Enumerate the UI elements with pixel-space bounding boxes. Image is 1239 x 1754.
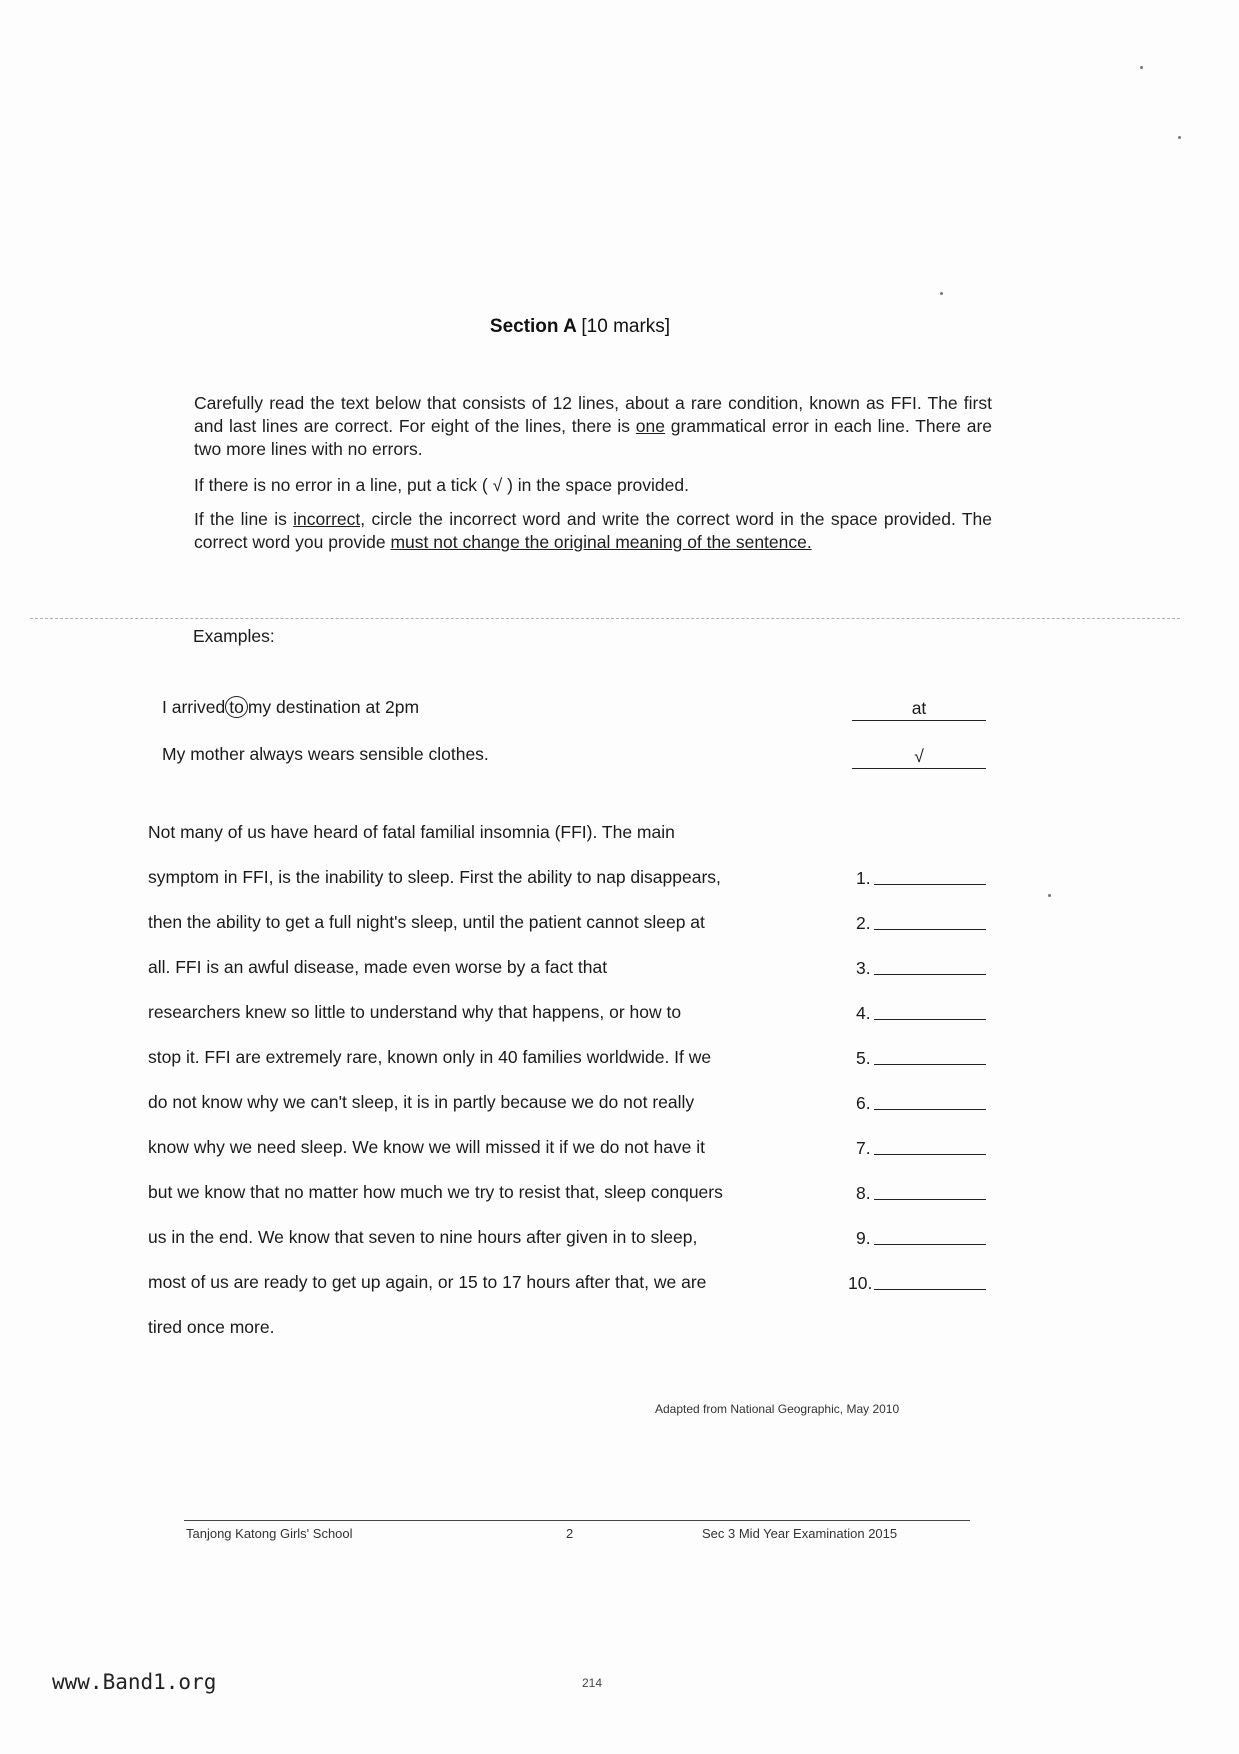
example-sentence-1: [162, 696, 419, 718]
passage-line: symptom in FFI, is the inability to sleep. First the ability to nap disappears,: [148, 867, 721, 887]
passage-line: most of us are ready to get up again, or 15 to 17 hours after that, we are: [148, 1272, 707, 1292]
answer-blank-9[interactable]: [874, 1244, 986, 1245]
example-sentence-2: [162, 744, 489, 765]
question-number: 10.: [848, 1273, 873, 1293]
passage-line: know why we need sleep. We know we will missed it if we do not have it: [148, 1137, 706, 1157]
question-number: 2.: [856, 913, 871, 933]
scan-speck: [1178, 136, 1181, 139]
example-text: my destination at 2pm: [247, 697, 420, 717]
instruction-emphasis: one: [635, 416, 665, 436]
question-number: 4.: [856, 1003, 871, 1023]
circled-word: to: [225, 696, 248, 718]
instruction-paragraph-1: [194, 392, 992, 461]
answer-blank-1[interactable]: [874, 884, 986, 885]
scan-speck: [940, 292, 943, 295]
instruction-text: circle the incorrect word and write the correct word in the space provided. The correct word you provide: [194, 509, 992, 552]
passage-line: tired once more.: [148, 1317, 275, 1337]
answer-blank-3[interactable]: [874, 974, 986, 975]
passage-line: do not know why we can't sleep, it is in partly because we do not really: [148, 1092, 695, 1112]
page-code: 214: [582, 1676, 603, 1690]
passage-line: us in the end. We know that seven to nine hours after given in to sleep,: [148, 1227, 698, 1247]
instruction-text: grammatical error in each line. There are two more lines with no errors.: [194, 416, 992, 459]
question-number: 7.: [856, 1138, 871, 1158]
scan-speck: [1140, 66, 1143, 69]
answer-blank-4[interactable]: [874, 1019, 986, 1020]
footer-divider: [184, 1520, 970, 1521]
examples-label: Examples:: [193, 626, 275, 646]
question-number: 9.: [856, 1228, 871, 1248]
answer-blank-10[interactable]: [874, 1289, 986, 1290]
passage-line: researchers knew so little to understand why that happens, or how to: [148, 1002, 682, 1022]
footer-page-number: 2: [566, 1526, 574, 1541]
scan-speck: [1048, 894, 1051, 897]
example-answer-2: √: [852, 746, 986, 769]
passage-line: Not many of us have heard of fatal familial insomnia (FFI). The main: [148, 822, 675, 842]
instruction-paragraph-3: [194, 508, 992, 554]
answer-blank-7[interactable]: [874, 1154, 986, 1155]
question-number: 6.: [856, 1093, 871, 1113]
passage-line: but we know that no matter how much we try to resist that, sleep conquers: [148, 1182, 723, 1202]
section-marks: [10 marks]: [581, 316, 671, 337]
question-number: 3.: [856, 958, 871, 978]
site-watermark: www.Band1.org: [52, 1670, 217, 1694]
instruction-emphasis: must not change the original meaning of the sentence.: [390, 532, 812, 552]
question-number: 8.: [856, 1183, 871, 1203]
source-citation: Adapted from National Geographic, May 2010: [655, 1402, 900, 1416]
answer-blank-8[interactable]: [874, 1199, 986, 1200]
section-name: Section A: [489, 316, 577, 337]
divider: [30, 618, 1180, 619]
question-number: 1.: [856, 868, 871, 888]
question-number: 5.: [856, 1048, 871, 1068]
example-text: I arrived: [162, 697, 226, 717]
example-text: My mother always wears sensible clothes.: [162, 744, 489, 764]
instruction-text: Carefully read the text below that consists of 12 lines, about a rare condition, known as FFI. The first and last lines are correct. For eight of the lines, there is: [194, 393, 992, 436]
instruction-paragraph-2: If there is no error in a line, put a tick ( √ ) in the space provided.: [194, 475, 689, 495]
instruction-text: If the line is: [194, 509, 294, 529]
footer-exam-name: Sec 3 Mid Year Examination 2015: [702, 1526, 898, 1541]
answer-blank-2[interactable]: [874, 929, 986, 930]
passage-line: then the ability to get a full night's sleep, until the patient cannot sleep at: [148, 912, 705, 932]
footer-school: Tanjong Katong Girls' School: [186, 1526, 353, 1541]
passage-line: stop it. FFI are extremely rare, known only in 40 families worldwide. If we: [148, 1047, 712, 1067]
answer-blank-6[interactable]: [874, 1109, 986, 1110]
example-answer-1: at: [852, 698, 986, 721]
answer-blank-5[interactable]: [874, 1064, 986, 1065]
section-title: [0, 316, 1160, 338]
passage-line: all. FFI is an awful disease, made even worse by a fact that: [148, 957, 608, 977]
instruction-emphasis: incorrect,: [293, 509, 366, 529]
